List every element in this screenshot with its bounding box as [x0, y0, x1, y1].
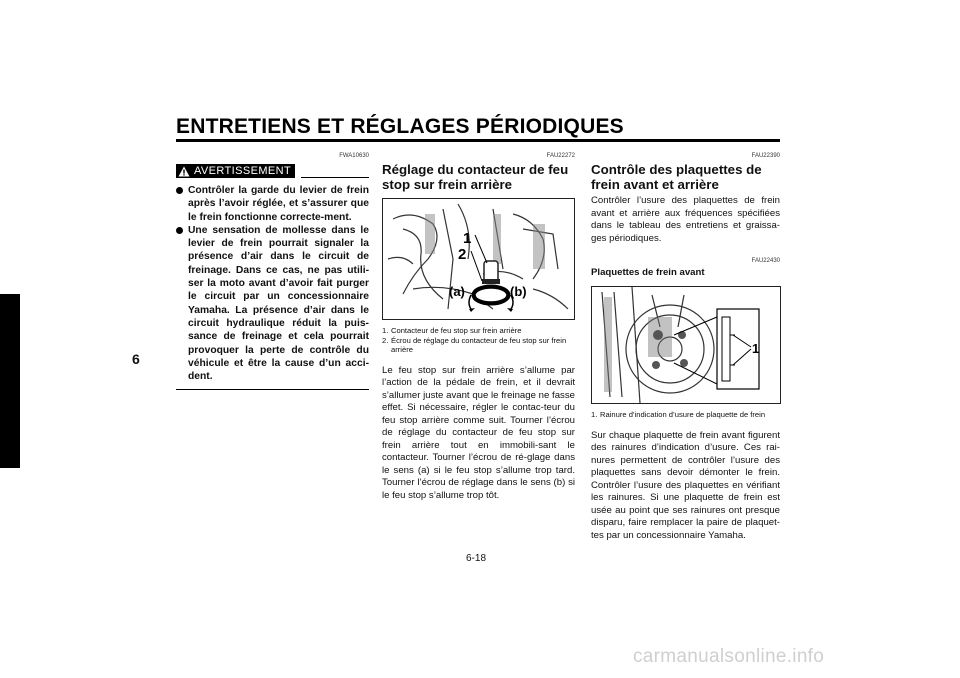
- section-code: FAU22272: [546, 153, 575, 159]
- figure-label-a: (a): [449, 284, 465, 299]
- brake-pads-column: [591, 152, 780, 542]
- bullet-icon: [176, 227, 183, 234]
- caption-text: Rainure d’indication d’usure de plaquette de frein: [600, 410, 766, 419]
- figure-label-1: 1: [752, 341, 760, 356]
- figure-label-b: (b): [510, 284, 527, 299]
- warning-column: [176, 152, 369, 390]
- warning-header: [176, 164, 369, 178]
- list-item: [176, 224, 369, 384]
- figure-label-2: 2: [458, 246, 467, 263]
- brake-pad-figure: [591, 286, 781, 404]
- list-item-text: Contrôler la garde du levier de frein après l’avoir réglée, et s’assurer que le frein fonctionne correcte-ment.: [188, 185, 369, 223]
- section-intro: Contrôler l’usure des plaquettes de frein avant et arrière aux fréquences spécifiées dans le tableau des entretiens et graissa-ges périodiques.: [591, 195, 780, 244]
- watermark-text: carmanualsonline.info: [633, 646, 825, 667]
- caption-item: [382, 326, 575, 336]
- caption-text: Écrou de réglage du contacteur de feu stop sur frein arrière: [391, 335, 567, 354]
- caption-item: [382, 336, 575, 355]
- title-rule: [176, 139, 780, 142]
- chapter-side-tab: [0, 294, 20, 468]
- subsection-code: FAU22430: [751, 258, 780, 264]
- section-body: Sur chaque plaquette de frein avant figurent des rainures d’indication d’usure. Ces rai-nures permettent de contrôler l’usure des plaquettes sans devoir démonter le frein. Contrôler l’usure des plaquettes en vérifiant les rainures. Si une plaquette de frein est usée au point que ses rainures ont presque disparu, faire remplacer la paire de plaquet-tes par un concessionnaire Yamaha.: [591, 429, 780, 541]
- page-title: ENTRETIENS ET RÉGLAGES PÉRIODIQUES: [176, 115, 624, 138]
- figure-captions: [382, 326, 575, 355]
- brake-switch-figure: [382, 198, 575, 320]
- section-title: Contrôle des plaquettes de frein avant et arrière: [591, 162, 762, 192]
- section-code: FAU22390: [751, 153, 780, 159]
- page-number: 6-18: [466, 553, 487, 564]
- section-body: Le feu stop sur frein arrière s’allume par l’action de la pédale de frein, et il devrait s’allumer juste avant que le freinage ne fasse effet. Si nécessaire, régler le contac-teur du feu stop arrière comme suit. Tourner l’écrou de réglage du contacteur de feu stop sur frein arrière tout en immobili-sant le contacteur. Tourner l’écrou de ré-glage dans le sens (a) si le feu stop s’allume trop tard. Tourner l’écrou de réglage dans le sens (b) si le feu stop s’allume trop tôt.: [382, 364, 575, 501]
- caption-number: 1.: [382, 326, 389, 335]
- figure-captions: [591, 410, 780, 420]
- brake-switch-column: [382, 152, 575, 502]
- warning-header-rule: [301, 177, 369, 178]
- warning-end-rule: [176, 389, 369, 390]
- chapter-number: 6: [132, 351, 140, 367]
- list-item: [176, 184, 369, 224]
- caption-number: 1.: [591, 410, 598, 419]
- warning-box: [176, 164, 295, 178]
- bullet-icon: [176, 187, 183, 194]
- brake-switch-illustration: [383, 199, 574, 319]
- caption-item: [591, 410, 780, 420]
- list-item-text: Une sensation de mollesse dans le levier de frein pourrait signaler la présence d’air dans le circuit de freinage. Dans ce cas, ne pas utili-ser la moto avant d’avoir fait purger le circuit par un concessionnaire Yamaha. La présence d’air dans le circuit hydraulique réduit la puis-sance de freinage et cela pourrait provoquer la perte de contrôle du véhicule et être la cause d’un acci-dent.: [188, 224, 369, 383]
- warning-code: FWA10630: [339, 153, 369, 159]
- caption-number: 2.: [382, 335, 389, 345]
- warning-triangle-icon: [178, 166, 190, 177]
- warning-label: AVERTISSEMENT: [194, 165, 292, 177]
- section-title: Réglage du contacteur de feu stop sur frein arrière: [382, 162, 569, 192]
- caption-text: Contacteur de feu stop sur frein arrière: [391, 326, 522, 335]
- subsection-title: Plaquettes de frein avant: [591, 267, 705, 278]
- brake-pad-illustration: [592, 287, 780, 403]
- figure-label-1: 1: [463, 230, 472, 247]
- warning-list: [176, 184, 369, 383]
